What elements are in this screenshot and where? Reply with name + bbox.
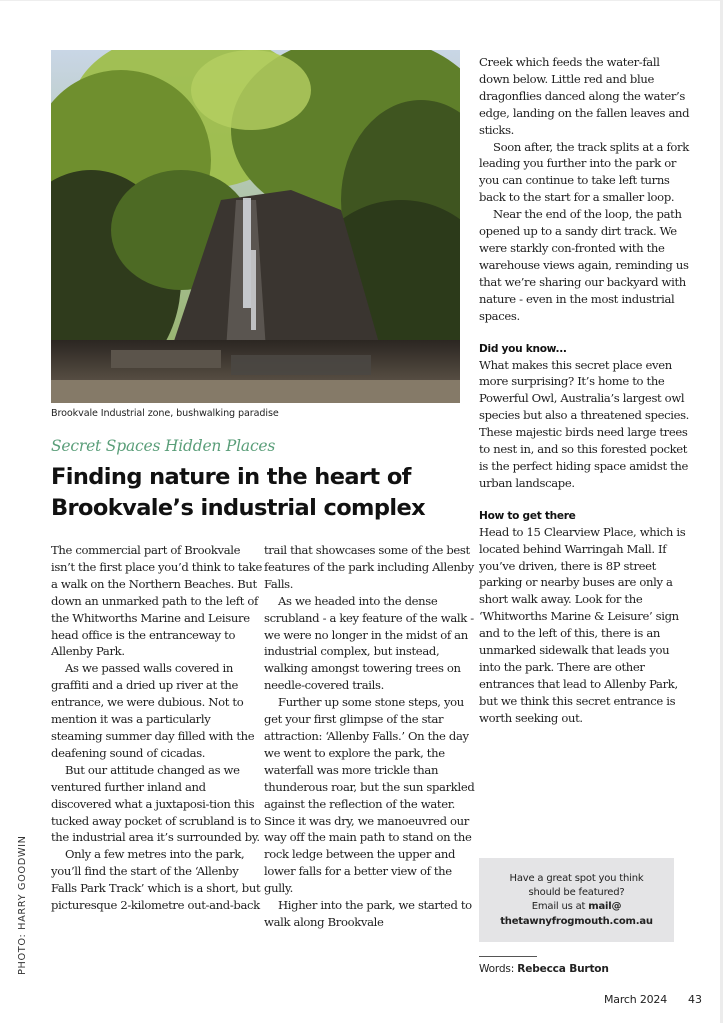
promo-line-1: Have a great spot you think [509, 873, 644, 884]
article-column-3 [479, 54, 691, 727]
paragraph: Only a few metres into the park, you’ll find the start of the ‘Allenby Falls Park Track’ which is a short, but picturesque 2-kilometre out-and-back [51, 847, 261, 913]
paragraph: Near the end of the loop, the path opened up to a sandy dirt track. We were starkly con-fronted with the warehouse views again, reminding us that we’re sharing our backyard with nature - even in the most industrial spaces. [479, 207, 689, 323]
byline-divider [479, 956, 537, 957]
byline [479, 963, 609, 975]
promo-email-part-1[interactable]: mail@ [588, 901, 622, 913]
did-you-know-heading: Did you know... [479, 342, 567, 355]
did-you-know-text: What makes this secret place even more surprising? It’s home to the Powerful Owl, Australia’s largest owl species but also a threatened species. These majestic birds need large trees to nest in, and so this forested pocket is the perfect hiding space amidst the urban landscape. [479, 357, 690, 490]
section-kicker: Secret Spaces Hidden Places [51, 437, 276, 455]
paragraph: As we headed into the dense scrubland - a key feature of the walk - we were no longer in the midst of an industrial complex, but instead, walking amongst towering trees on needle-covered trails. [264, 593, 474, 693]
paragraph: trail that showcases some of the best features of the park including Allenby Falls. [264, 543, 474, 591]
footer-page-number: 43 [688, 993, 702, 1006]
promo-line-2: should be featured? [528, 887, 625, 899]
paragraph: But our attitude changed as we ventured further inland and discovered what a juxtaposi-tion this tucked away pocket of scrubland is to the industrial area it’s surrounded by. [51, 762, 261, 845]
how-to-get-there-text: Head to 15 Clearview Place, which is located behind Warringah Mall. If you’ve driven, there is 8P street parking or nearby buses are only a short walk away. Look for the ‘Whitworths Marine & Leisure’ sign and to the left of this, there is an unmarked sidewalk that leads you into the park. There are other entrances that lead to Allenby Park, but we think this secret entrance is worth seeking out. [479, 524, 686, 725]
footer-issue-date: March 2024 [604, 993, 668, 1006]
paragraph: As we passed walls covered in graffiti and a dried up river at the entrance, we were dubious. Not to mention it was a particularly steaming summer day filled with the deafening sound of cicadas. [51, 661, 255, 760]
promo-email-part-2[interactable]: thetawnyfrogmouth.com.au [500, 915, 653, 927]
feature-spot-promo-box [479, 858, 674, 942]
promo-line-4 [479, 915, 674, 929]
byline-label: Words: [479, 963, 518, 975]
photo-credit: PHOTO: HARRY GOODWIN [17, 835, 28, 975]
paragraph: Soon after, the track splits at a fork leading you further into the park or you can continue to take left turns back to the start for a smaller loop. [479, 139, 689, 205]
paragraph: Further up some stone steps, you get your first glimpse of the star attraction: ‘Allenby Falls.’ On the day we went to explore the park, the waterfall was more trickle than thunderous roar, but the sun sparkled against the reflection of the water. Since it was dry, we manoeuvred our way off the main path to stand on the rock ledge between the upper and lower falls for a better view of the gully. [264, 695, 475, 896]
how-to-get-there-heading: How to get there [479, 509, 576, 522]
page-top-edge [0, 0, 723, 1]
article-column-2 [264, 542, 476, 931]
headline-line-1: Finding nature in the heart of [51, 464, 411, 490]
paragraph: The commercial part of Brookvale isn’t the first place you’d think to take a walk on the Northern Beaches. But down an unmarked path to the left of the Whitworths Marine and Leisure head office is the entranceway to Allenby Park. [51, 543, 262, 659]
waterfall-photo-illustration [51, 50, 460, 403]
article-headline [51, 462, 471, 524]
byline-author: Rebecca Burton [517, 963, 609, 975]
paragraph: Higher into the park, we started to walk along Brookvale [264, 898, 472, 929]
article-column-1 [51, 542, 263, 914]
headline-line-2: Brookvale’s industrial complex [51, 495, 426, 521]
paragraph: Creek which feeds the water-fall down below. Little red and blue dragonflies danced along the water’s edge, landing on the fallen leaves and sticks. [479, 55, 690, 137]
promo-email-prefix: Email us at [531, 901, 589, 913]
promo-line-3 [479, 900, 674, 914]
waterfall-photo [51, 50, 460, 403]
photo-caption: Brookvale Industrial zone, bushwalking paradise [51, 408, 279, 419]
